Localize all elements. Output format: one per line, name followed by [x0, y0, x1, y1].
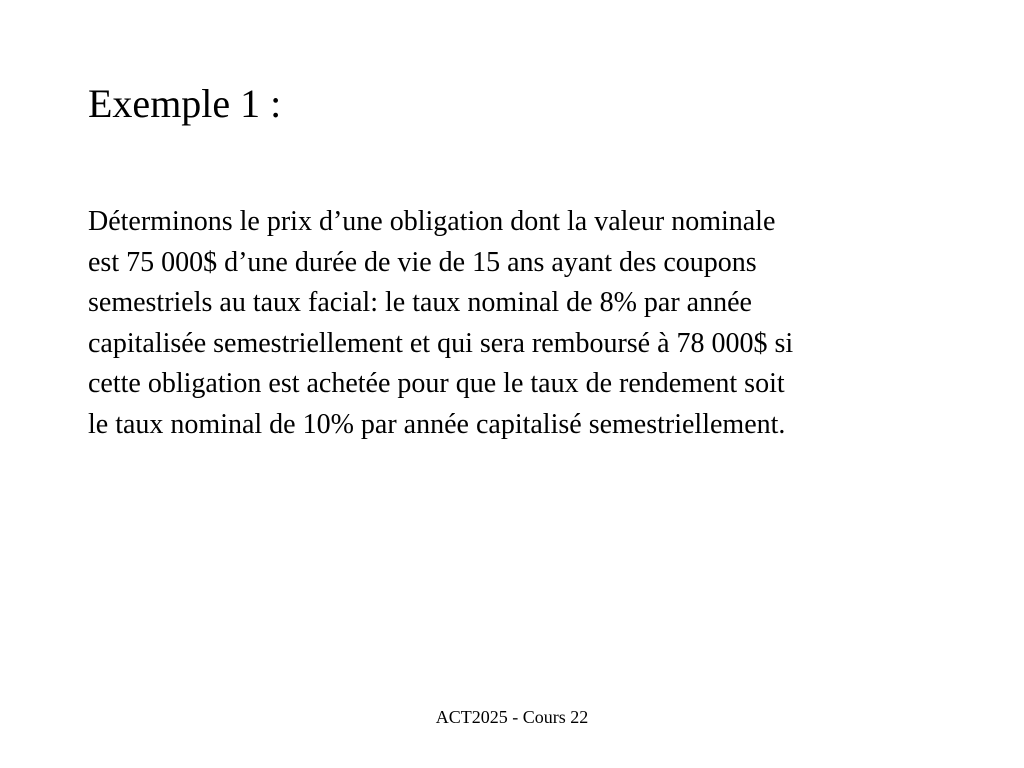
- body-line: Déterminons le prix d’une obligation dont la valeur nominale: [88, 206, 776, 237]
- body-line: capitalisée semestriellement et qui sera remboursé à 78 000$ si: [88, 327, 794, 359]
- body-line: est 75 000$ d’une durée de vie de 15 ans ayant des coupons: [88, 246, 757, 278]
- slide-body: [88, 202, 968, 445]
- body-line: le taux nominal de 10% par année capitalisé semestriellement.: [88, 408, 786, 440]
- slide-title: Exemple 1 :: [88, 81, 282, 126]
- slide-footer: ACT2025 - Cours 22: [435, 707, 589, 727]
- body-line: semestriels au taux facial: le taux nominal de 8% par année: [88, 287, 752, 318]
- body-line: cette obligation est achetée pour que le taux de rendement soit: [88, 368, 785, 399]
